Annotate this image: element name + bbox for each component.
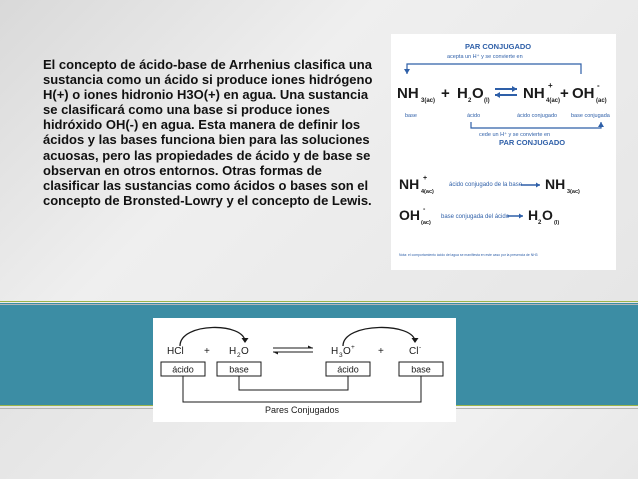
eq-nh4-sub: 4(ac) — [546, 98, 561, 104]
arrow-head-icon — [404, 69, 410, 74]
eq-oh-sub: (ac) — [596, 98, 607, 104]
transfer-arrow-left — [180, 327, 245, 346]
plus-sign: + — [204, 346, 210, 357]
row1-species: NH — [399, 176, 420, 192]
arrow-head-icon — [512, 86, 517, 92]
species-h3o-sub: 3 — [339, 352, 343, 359]
pair-header: PAR CONJUGADO — [465, 42, 532, 51]
eq-h2o-sub: 2 — [468, 98, 472, 104]
arrow-head-icon — [495, 92, 500, 98]
row2-target-h: H — [528, 207, 539, 223]
row2-target-state: (l) — [554, 220, 560, 226]
eq-nh3-sub: 3(ac) — [421, 98, 436, 104]
pair-footer: PAR CONJUGADO — [499, 138, 566, 147]
bottom-bracket — [471, 122, 601, 128]
label-base-conjugada: base conjugada — [571, 113, 610, 119]
row1-target: NH — [545, 176, 566, 192]
species-h2o-sub: 2 — [237, 352, 241, 359]
row2-target-o: O — [542, 207, 553, 223]
box-label-base: base — [229, 364, 249, 375]
hcl-pairs-diagram — [153, 318, 456, 422]
eq-h2o-state: (l) — [484, 98, 490, 104]
label-base: base — [405, 113, 417, 119]
arrow-head-icon — [412, 338, 419, 343]
pairs-caption: Pares Conjugados — [264, 405, 340, 415]
row2-target-sub: 2 — [538, 220, 542, 226]
eq-oh-charge: - — [597, 81, 600, 90]
row1-target-sub: 3(ac) — [567, 189, 580, 195]
pair-connector-outer — [183, 376, 421, 402]
box-label-acido: ácido — [337, 364, 359, 375]
arrow-head-icon — [598, 122, 604, 127]
species-cl: Cl — [409, 346, 419, 357]
box-label-acido: ácido — [172, 364, 194, 375]
footnote: Nota: el comportamiento ácido del agua se manifiesta en este caso por la presencia de NH3 — [399, 253, 538, 257]
row2-species: OH — [399, 207, 420, 223]
row2-sub: (ac) — [421, 220, 431, 226]
top-bracket — [407, 64, 581, 74]
row2-charge: - — [423, 206, 426, 213]
divider-line — [0, 301, 638, 302]
eq-h2o-o: O — [472, 85, 484, 102]
eq-nh4-charge: + — [548, 81, 553, 90]
bottom-note: cede un H⁺ y se convierte en — [479, 132, 551, 138]
pair-connector-inner — [239, 376, 348, 390]
box-label-base: base — [411, 364, 431, 375]
arrow-head-icon — [519, 214, 523, 219]
eq-h2o-h: H — [457, 85, 468, 102]
species-h2o-h: H — [229, 346, 237, 357]
row1-text: ácido conjugado de la base — [449, 182, 523, 188]
arrow-head-icon — [536, 183, 540, 188]
eq-nh3: NH — [397, 85, 419, 102]
arrow-head-icon — [308, 346, 313, 349]
eq-plus: + — [441, 85, 450, 102]
species-h3o-o: O — [343, 346, 351, 357]
eq-oh: OH — [572, 85, 595, 102]
species-hcl: HCl — [167, 346, 184, 357]
label-acido: ácido — [467, 113, 481, 119]
row1-charge: + — [423, 175, 428, 182]
conjugate-pair-diagram — [391, 34, 616, 270]
plus-sign: + — [378, 346, 384, 357]
arrow-head-icon — [273, 352, 278, 355]
species-h3o-charge: + — [351, 344, 355, 351]
eq-nh4: NH — [523, 85, 545, 102]
arrow-head-icon — [242, 338, 249, 343]
label-acido-conjugado: ácido conjugado — [517, 113, 558, 119]
species-h2o-o: O — [241, 346, 249, 357]
species-cl-charge: - — [419, 344, 422, 351]
divider-line — [0, 304, 638, 305]
body-paragraph: El concepto de ácido-base de Arrhenius clasifica una sustancia como un ácido si produce iones hidrógeno H(+) o iones hidronio H3O(+) en agua. Una sustancia se clasificará como una base si produce iones hidróxido OH(-) en agua. Esta manera de definir los ácidos y las bases funciona bien para las soluciones acuosas, pero las propiedades de ácido y de base se observan en otros entornos. Otras formas de clasificar las sustancias como ácidos o bases son el concepto de Bronsted-Lowry y el concepto de Lewis. — [43, 57, 373, 208]
eq-plus: + — [560, 85, 569, 102]
row2-text: base conjugada del ácido — [441, 214, 510, 220]
species-h3o-h: H — [331, 346, 339, 357]
row1-sub: 4(ac) — [421, 189, 434, 195]
top-note: acepta un H⁺ y se convierte en — [447, 54, 523, 60]
